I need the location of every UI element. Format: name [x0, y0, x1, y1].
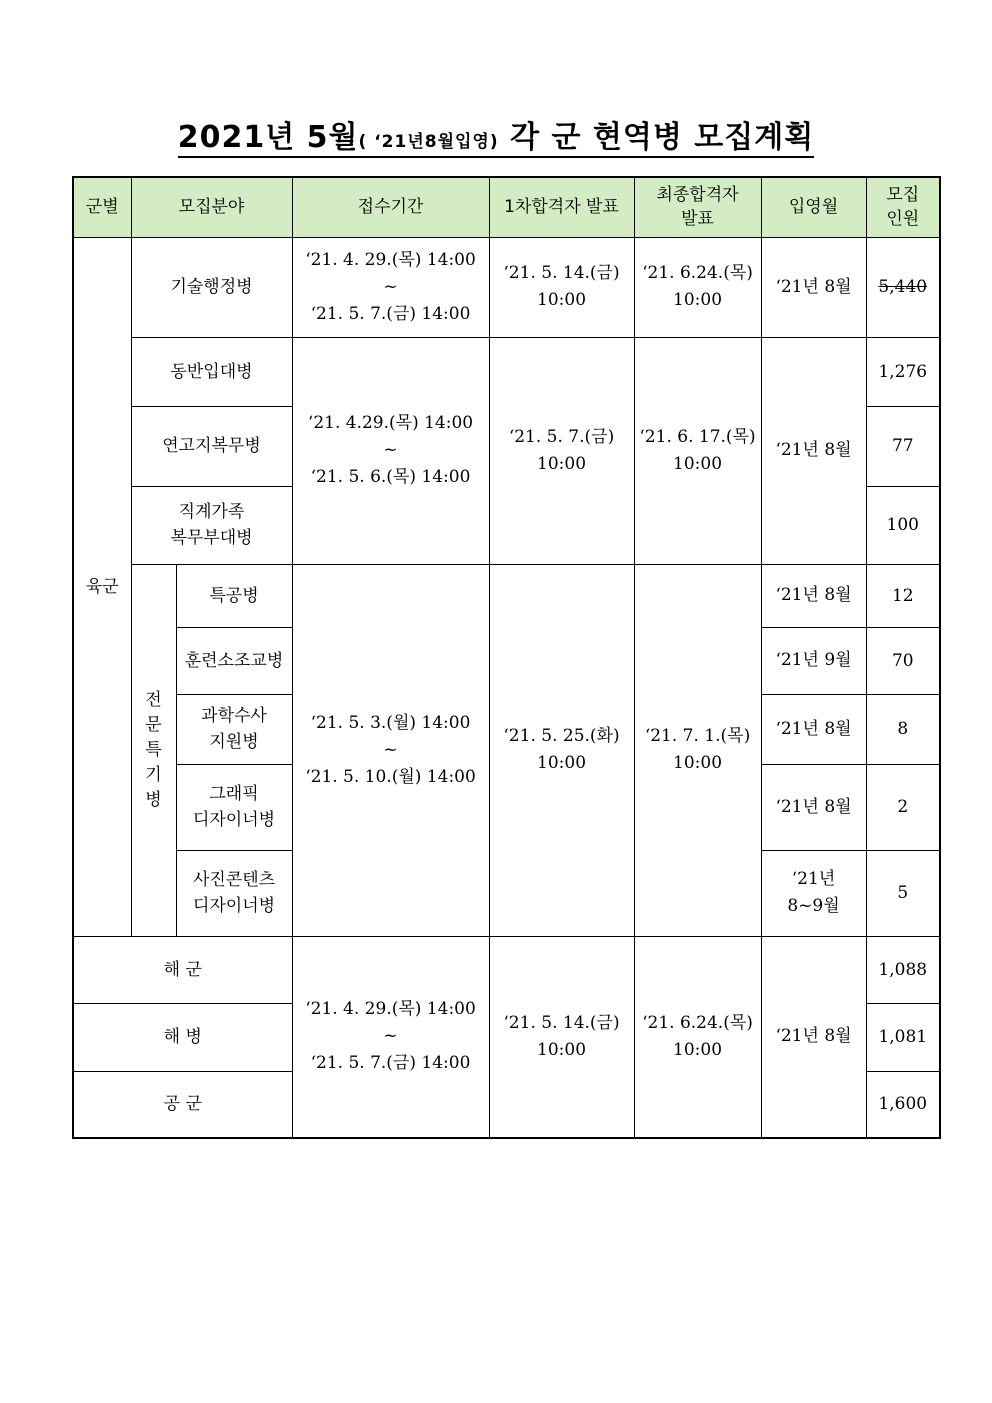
final-pass-special: ‘21. 7. 1.(목) 10:00	[634, 564, 761, 936]
branch-navy: 해 군	[73, 936, 292, 1003]
enlist-tech-admin: ‘21년 8월	[761, 237, 866, 337]
header-enlist-month: 입영월	[761, 177, 866, 237]
field-forensics: 과학수사 지원병	[176, 694, 292, 764]
table-row	[73, 237, 940, 337]
header-row	[73, 177, 940, 237]
period-special: ‘21. 5. 3.(월) 14:00 ~ ‘21. 5. 10.(월) 14:00	[292, 564, 489, 936]
title-main-suffix: 각 군 현역병 모집계획	[510, 120, 815, 155]
field-commando: 특공병	[176, 564, 292, 627]
enlist-graphic-designer: ‘21년 8월	[761, 764, 866, 850]
enlist-others: ‘21년 8월	[761, 936, 866, 1138]
quota-training-assistant: 70	[866, 627, 940, 694]
branch-army: 육군	[73, 237, 131, 936]
quota-photo-content: 5	[866, 850, 940, 936]
quota-family-unit: 100	[866, 486, 940, 564]
branch-airforce: 공 군	[73, 1071, 292, 1138]
quota-forensics: 8	[866, 694, 940, 764]
field-accompany: 동반입대병	[131, 337, 292, 406]
first-pass-special: ‘21. 5. 25.(화) 10:00	[489, 564, 634, 936]
quota-commando: 12	[866, 564, 940, 627]
field-tech-admin: 기술행정병	[131, 237, 292, 337]
recruitment-table	[72, 176, 941, 1139]
header-branch: 군별	[73, 177, 131, 237]
field-special-label: 전문특기병	[131, 564, 176, 936]
first-pass-others: ‘21. 5. 14.(금) 10:00	[489, 936, 634, 1138]
period-tech-admin: ‘21. 4. 29.(목) 14:00 ~ ‘21. 5. 7.(금) 14:00	[292, 237, 489, 337]
header-field: 모집분야	[131, 177, 292, 237]
header-final-pass: 최종합격자 발표	[634, 177, 761, 237]
period-group2: ‘21. 4.29.(목) 14:00 ~ ‘21. 5. 6.(목) 14:00	[292, 337, 489, 564]
first-pass-group2: ‘21. 5. 7.(금) 10:00	[489, 337, 634, 564]
field-photo-content: 사진콘텐츠 디자이너병	[176, 850, 292, 936]
field-family-unit: 직계가족 복무부대병	[131, 486, 292, 564]
enlist-commando: ‘21년 8월	[761, 564, 866, 627]
enlist-training-assistant: ‘21년 9월	[761, 627, 866, 694]
title-paren: ( ‘21년8월입영)	[358, 132, 499, 152]
page-title	[0, 112, 992, 156]
quota-navy: 1,088	[866, 936, 940, 1003]
final-pass-group2: ‘21. 6. 17.(목) 10:00	[634, 337, 761, 564]
title-main-prefix: 2021년 5월	[177, 120, 359, 155]
enlist-forensics: ‘21년 8월	[761, 694, 866, 764]
enlist-group2: ‘21년 8월	[761, 337, 866, 564]
header-quota: 모집 인원	[866, 177, 940, 237]
quota-hometown: 77	[866, 406, 940, 486]
quota-graphic-designer: 2	[866, 764, 940, 850]
branch-marines: 해 병	[73, 1003, 292, 1071]
quota-tech-admin: 5,440	[866, 237, 940, 337]
quota-accompany: 1,276	[866, 337, 940, 406]
first-pass-tech-admin: ‘21. 5. 14.(금) 10:00	[489, 237, 634, 337]
final-pass-tech-admin: ‘21. 6.24.(목) 10:00	[634, 237, 761, 337]
quota-marines: 1,081	[866, 1003, 940, 1071]
table-row	[73, 564, 940, 627]
field-training-assistant: 훈련소조교병	[176, 627, 292, 694]
field-graphic-designer: 그래픽 디자이너병	[176, 764, 292, 850]
period-others: ‘21. 4. 29.(목) 14:00 ~ ‘21. 5. 7.(금) 14:00	[292, 936, 489, 1138]
quota-airforce: 1,600	[866, 1071, 940, 1138]
final-pass-others: ‘21. 6.24.(목) 10:00	[634, 936, 761, 1138]
header-first-pass: 1차합격자 발표	[489, 177, 634, 237]
header-period: 접수기간	[292, 177, 489, 237]
table-row	[73, 337, 940, 406]
field-hometown: 연고지복무병	[131, 406, 292, 486]
enlist-photo-content: ‘21년 8~9월	[761, 850, 866, 936]
table-row	[73, 936, 940, 1003]
